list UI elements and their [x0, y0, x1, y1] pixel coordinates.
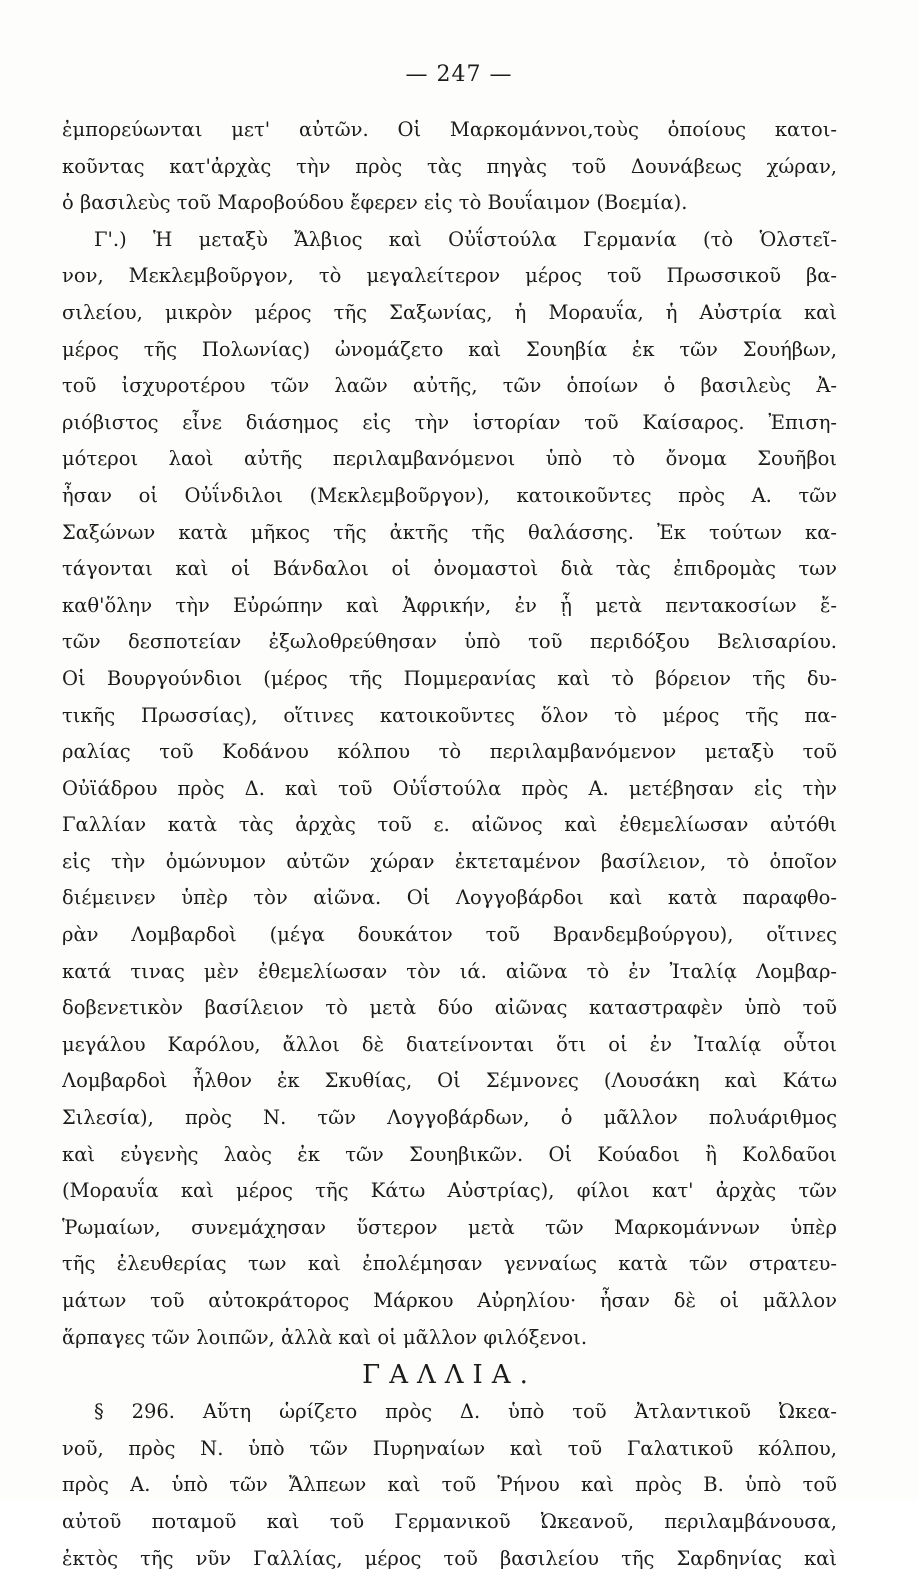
text-line: Γαλλίαν κατὰ τὰς ἀρχὰς τοῦ ε. αἰῶνος καὶ ἐθεμελίωσαν αὐτόθι	[62, 813, 837, 837]
page-number: — 247 —	[405, 62, 513, 87]
text-line: αὐτοῦ ποταμοῦ καὶ τοῦ Γερμανικοῦ Ὠκεανοῦ, περιλαμβάνουσα,	[62, 1509, 837, 1533]
text-line: ἅρπαγες τῶν λοιπῶν, ἀλλὰ καὶ οἱ μᾶλλον φιλόξενοι.	[62, 1325, 588, 1349]
text-line: μεγάλου Καρόλου, ἄλλοι δὲ διατείνονται ὅτι οἱ ἐν Ἰταλίᾳ οὗτοι	[62, 1032, 837, 1056]
text-line: τῆς ἐλευθερίας των καὶ ἐπολέμησαν γενναίως κατὰ τῶν στρατευ-	[62, 1252, 837, 1276]
section-heading: ΓΑΛΛΙΑ.	[362, 1360, 537, 1391]
text-line: δοβενετικὸν βασίλειον τὸ μετὰ δύο αἰῶνας καταστραφὲν ὑπὸ τοῦ	[62, 996, 837, 1020]
text-line: Λομβαρδοὶ ἦλθον ἐκ Σκυθίας, Οἱ Σέμνονες (Λουσάκη καὶ Κάτω	[62, 1069, 837, 1093]
text-line: ἐκτὸς τῆς νῦν Γαλλίας, μέρος τοῦ βασιλείου τῆς Σαρδηνίας καὶ	[62, 1546, 837, 1570]
text-line: ὁ βασιλεὺς τοῦ Μαροβούδου ἔφερεν εἰς τὸ Βουΐαιμον (Βοεμία).	[62, 191, 688, 215]
text-line: ἦσαν οἱ Οὐΐνδιλοι (Μεκλεμβοῦργον), κατοικοῦντες πρὸς Α. τῶν	[62, 483, 837, 507]
text-line: Οὐϊάδρου πρὸς Δ. καὶ τοῦ Οὐΐστούλα πρὸς Α. μετέβησαν εἰς τὴν	[62, 776, 837, 800]
text-line: τοῦ ἰσχυροτέρου τῶν λαῶν αὐτῆς, τῶν ὁποίων ὁ βασιλεὺς Ἀ-	[62, 374, 837, 398]
text-line: Οἱ Βουργούνδιοι (μέρος τῆς Πομμερανίας καὶ τὸ βόρειον τῆς δυ-	[62, 666, 837, 690]
text-line: τάγονται καὶ οἱ Βάνδαλοι οἱ ὀνομαστοὶ διὰ τὰς ἐπιδρομὰς των	[62, 557, 837, 581]
body-text	[62, 112, 837, 1577]
text-line: ρὰν Λομβαρδοὶ (μέγα δουκάτον τοῦ Βρανδεμβούργου), οἵτινες	[62, 923, 837, 947]
text-line: Ῥωμαίων, συνεμάχησαν ὕστερον μετὰ τῶν Μαρκομάννων ὑπὲρ	[62, 1215, 837, 1239]
text-line: καὶ εὐγενὴς λαὸς ἐκ τῶν Σουηβικῶν. Οἱ Κούαδοι ἢ Κολδαῦοι	[62, 1142, 837, 1166]
text-line: εἰς τὴν ὁμώνυμον αὐτῶν χώραν ἐκτεταμένον βασίλειον, τὸ ὁποῖον	[62, 849, 837, 873]
text-line: Σιλεσία), πρὸς Ν. τῶν Λογγοβάρδων, ὁ μᾶλλον πολυάριθμος	[62, 1106, 837, 1130]
text-line: καθ'ὅλην τὴν Εὐρώπην καὶ Ἀφρικήν, ἐν ᾗ μετὰ πεντακοσίων ἔ-	[62, 593, 837, 617]
text-line: Γ'.) Ἡ μεταξὺ Ἄλβιος καὶ Οὐΐστούλα Γερμανία (τὸ Ὁλστεῖ-	[94, 227, 837, 251]
text-line: ριόβιστος εἶνε διάσημος εἰς τὴν ἱστορίαν τοῦ Καίσαρος. Ἐπιση-	[62, 410, 837, 434]
text-line: κατά τινας μὲν ἐθεμελίωσαν τὸν ιά. αἰῶνα τὸ ἐν Ἰταλίᾳ Λομβαρ-	[62, 959, 837, 983]
text-line: μότεροι λαοὶ αὐτῆς περιλαμβανόμενοι ὑπὸ τὸ ὄνομα Σουῆβοι	[62, 447, 837, 471]
text-line: ραλίας τοῦ Κοδάνου κόλπου τὸ περιλαμβανόμενον μεταξὺ τοῦ	[62, 740, 837, 764]
text-line: μέρος τῆς Πολωνίας) ὠνομάζετο καὶ Σουηβία ἐκ τῶν Σουήβων,	[62, 337, 837, 361]
text-line: (Μοραυΐα καὶ μέρος τῆς Κάτω Αὐστρίας), φίλοι κατ' ἀρχὰς τῶν	[62, 1179, 837, 1203]
text-line: τικῆς Πρωσσίας), οἵτινες κατοικοῦντες ὅλον τὸ μέρος τῆς πα-	[62, 703, 837, 727]
text-line: σιλείου, μικρὸν μέρος τῆς Σαξωνίας, ἡ Μοραυΐα, ἡ Αὐστρία καὶ	[62, 300, 837, 324]
text-line: πρὸς Α. ὑπὸ τῶν Ἄλπεων καὶ τοῦ Ῥήνου καὶ πρὸς Β. ὑπὸ τοῦ	[62, 1473, 837, 1497]
text-line: Σαξώνων κατὰ μῆκος τῆς ἀκτῆς τῆς θαλάσσης. Ἐκ τούτων κα-	[62, 520, 837, 544]
text-line: ἐμπορεύωνται μετ' αὐτῶν. Οἱ Μαρκομάννοι,τοὺς ὁποίους κατοι-	[62, 118, 837, 141]
text-line: νον, Μεκλεμβοῦργον, τὸ μεγαλείτερον μέρος τοῦ Πρωσσικοῦ βα-	[62, 264, 837, 288]
text-line: νοῦ, πρὸς Ν. ὑπὸ τῶν Πυρηναίων καὶ τοῦ Γαλατικοῦ κόλπου,	[62, 1436, 837, 1460]
text-line: κοῦντας κατ'ἀρχὰς τὴν πρὸς τὰς πηγὰς τοῦ Δουνάβεως χώραν,	[62, 154, 837, 178]
text-line: διέμεινεν ὑπὲρ τὸν αἰῶνα. Οἱ Λογγοβάρδοι καὶ κατὰ παραφθο-	[62, 886, 837, 910]
text-line: § 296. Αὕτη ὡρίζετο πρὸς Δ. ὑπὸ τοῦ Ἀτλαντικοῦ Ὠκεα-	[94, 1400, 837, 1424]
text-line: μάτων τοῦ αὐτοκράτορος Μάρκου Αὐρηλίου· ἦσαν δὲ οἱ μᾶλλον	[62, 1289, 837, 1312]
text-line: τῶν δεσποτείαν ἐξωλοθρεύθησαν ὑπὸ τοῦ περιδόξου Βελισαρίου.	[62, 630, 837, 654]
